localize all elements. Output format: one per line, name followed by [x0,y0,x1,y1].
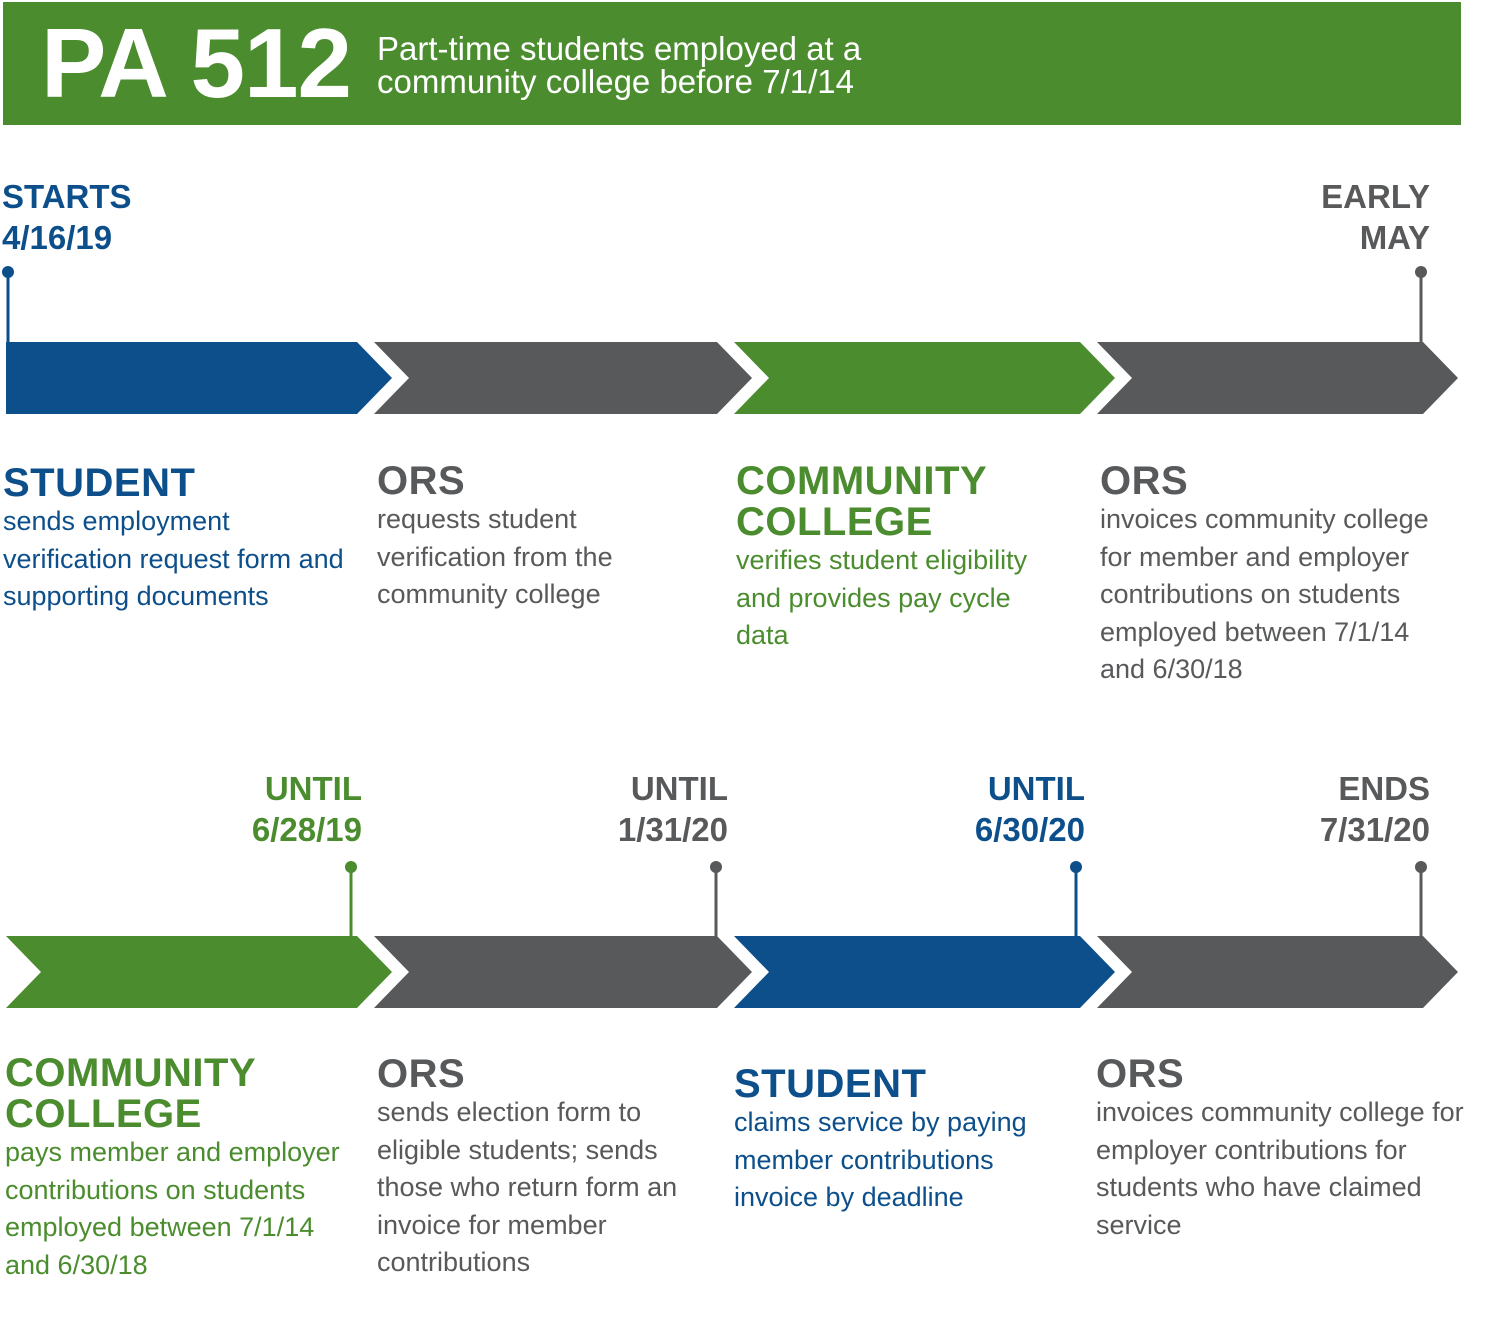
step-actor: ORS [377,459,466,503]
step-description: invoices community college for member and employer contributions on students employed between 7/1/14 and 6/30/18 [1100,504,1429,684]
marker-date: 4/16/19 [2,219,113,256]
row2-marker-2 [618,768,728,850]
row1-step-3 [736,461,1066,655]
marker-label: UNTIL [264,770,362,807]
marker-date: 1/31/20 [617,811,728,848]
marker-label: EARLY [1321,178,1430,215]
step-description: requests student verification from the community college [377,504,613,609]
marker-date: 6/30/20 [974,811,1085,848]
row1-chevron-2 [374,342,752,414]
step-description: claims service by paying member contributions invoice by deadline [734,1107,1027,1212]
step-actor: COMMUNITY COLLEGE [736,459,987,544]
row2-step-3 [734,1064,1044,1217]
row1-marker-start [2,176,132,258]
row2-pin-4-dot [1415,861,1427,873]
step-actor: ORS [1100,459,1189,503]
row2-marker-4 [1320,768,1430,850]
row2-pin-1-dot [345,861,357,873]
row1-step-2 [377,461,697,614]
marker-date: MAY [1359,219,1430,256]
marker-label: STARTS [2,178,132,215]
step-actor: STUDENT [734,1062,927,1106]
row2-chevron-2 [374,936,752,1008]
row2-step-1 [5,1053,345,1284]
step-actor: ORS [377,1052,466,1096]
row2-chevron-4 [1097,936,1458,1008]
step-description: invoices community college for employer contributions for students who have claimed service [1096,1097,1464,1240]
row2-chevron-1 [6,936,392,1008]
marker-label: UNTIL [987,770,1085,807]
row2-step-2 [377,1054,712,1282]
step-description: pays member and employer contributions on students employed between 7/1/14 and 6/30/18 [5,1137,340,1280]
row2-step-4 [1096,1054,1466,1244]
step-description: verifies student eligibility and provides pay cycle data [736,545,1028,650]
row2-chevron-3 [734,936,1115,1008]
step-actor: COMMUNITY COLLEGE [5,1051,256,1136]
program-description: Part-time students employed at a community college before 7/1/14 [377,30,862,100]
step-actor: ORS [1096,1052,1185,1096]
step-actor: STUDENT [3,461,196,505]
step-description: sends employment verification request form and supporting documents [3,506,344,611]
step-description: sends election form to eligible students; sends those who return form an invoice for member contributions [377,1097,678,1277]
program-code: PA 512 [41,8,351,118]
row2-pin-2-dot [710,861,722,873]
row1-chevron-1 [6,342,392,414]
row1-chevron-3 [734,342,1115,414]
row1-pin-start-dot [2,266,14,278]
row2-marker-1 [252,768,362,850]
marker-date: 6/28/19 [251,811,362,848]
row1-step-1 [3,463,353,616]
marker-label: UNTIL [630,770,728,807]
row1-step-4 [1100,461,1445,689]
row1-marker-end [1321,176,1430,258]
row1-pin-end-dot [1415,266,1427,278]
row2-marker-3 [975,768,1085,850]
row2-pin-3-dot [1070,861,1082,873]
marker-label: ENDS [1338,770,1430,807]
row1-chevron-4 [1097,342,1458,414]
marker-date: 7/31/20 [1319,811,1430,848]
